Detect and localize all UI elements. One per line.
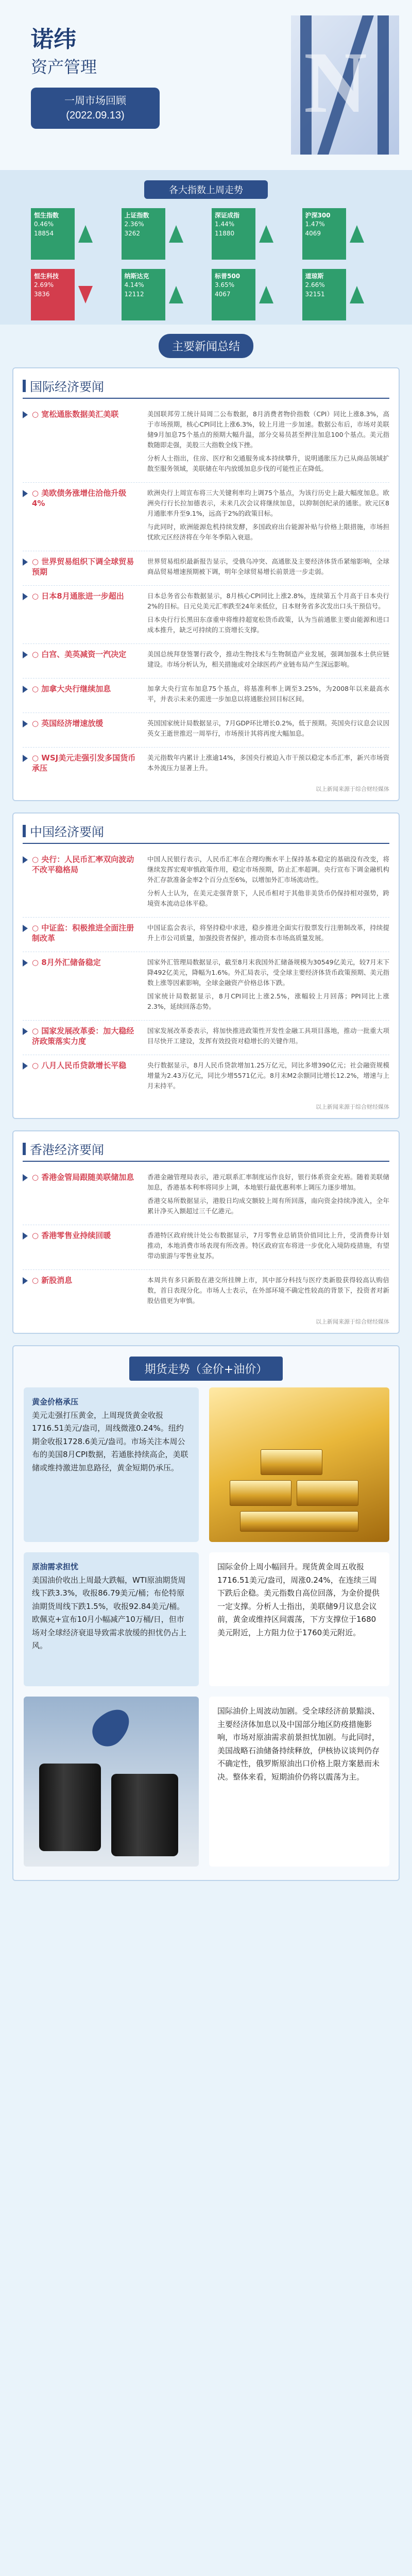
news-headline-text: ○ 白宫、美英减资一汽决定 [32, 650, 127, 659]
news-headline-text: ○ 央行：人民币汇率双向波动不改平稳格局 [32, 855, 134, 875]
index-value: 11880 [215, 229, 235, 237]
news-headline [23, 409, 136, 477]
bullet-icon [23, 755, 28, 762]
china-news-title-text: 中国经济要闻 [30, 825, 104, 839]
index-tile [31, 269, 110, 320]
news-item [23, 483, 389, 551]
index-name: 沪深300 [305, 212, 331, 219]
news-paragraph: 分析人士指出，住房、医疗和交通服务成本持续攀升，说明通胀压力已从商品领域扩散至服务领域，美联储在年内放缓加息步伐的可能性正在降低。 [147, 454, 389, 472]
news-paragraph: 欧洲央行上周宣布将三大关键利率均上调75个基点，为该行历史上最大幅度加息。欧洲央行行长拉加德表示，未来几次会议将继续加息，以抑制创纪录的通胀。欧元区8月通胀率升至9.1%，远高于2%的政策目标。 [147, 489, 389, 517]
news-item [23, 952, 389, 1021]
international-news-section [12, 367, 400, 801]
news-item [23, 1055, 389, 1099]
index-arrow [255, 269, 277, 320]
brand-monogram-graphic: N [291, 15, 399, 155]
index-change: 2.69% [34, 281, 54, 289]
index-values [212, 269, 255, 320]
news-body [147, 1230, 389, 1264]
hongkong-news-title-text: 香港经济要闻 [30, 1143, 104, 1157]
news-headline-text: ○ 国家发展改革委：加大稳经济政策落实力度 [32, 1026, 134, 1046]
index-tile [212, 208, 291, 260]
china-news-title [23, 822, 389, 844]
arrow-up-icon [169, 286, 183, 303]
hongkong-news-list [23, 1167, 389, 1314]
report-title: 一周市场回顾 [64, 95, 126, 107]
index-change: 4.14% [124, 281, 144, 289]
news-paragraph: 英国国家统计局数据显示，7月GDP环比增长0.2%，低于预期。英国央行议息会议因英女王逝世推迟一周举行，市场预计其将再度大幅加息。 [147, 719, 389, 737]
news-paragraph: 国家统计局数据显示，8月CPI同比上涨2.5%，涨幅较上月回落；PPI同比上涨2.3%，延续回落态势。 [147, 992, 389, 1010]
hongkong-news-section [12, 1130, 400, 1334]
index-change: 2.36% [124, 221, 144, 228]
news-item [23, 1021, 389, 1055]
index-name: 上证指数 [124, 212, 149, 219]
news-headline [23, 556, 136, 580]
gold-summary-card [209, 1552, 389, 1686]
arrow-down-icon [78, 286, 93, 303]
main-news-banner [0, 325, 412, 367]
china-news-list [23, 849, 389, 1099]
report-title-badge [31, 88, 160, 129]
gold-card [24, 1387, 199, 1542]
news-paragraph: 美国总统拜登签署行政令，推动生物技术与生物制造产业发展，强调加强本土供应链建设。市场分析认为，相关措施或对全球医药产业链布局产生深远影响。 [147, 650, 389, 668]
oil-barrels-image [24, 1697, 199, 1867]
international-source-note: 以上新闻来源于综合财经媒体 [316, 786, 389, 792]
index-change: 0.46% [34, 221, 54, 228]
news-paragraph: 香港交易所数据显示，港股日均成交额较上周有所回落，南向资金持续净流入，全年累计净买入额超过三千亿港元。 [147, 1197, 389, 1215]
bullet-icon [23, 856, 28, 863]
gold-card-text: 美元走强打压黄金，上周现货黄金收报1716.51美元/盎司，周线微涨0.24%。纽约期金收报1728.6美元/盎司。市场关注本周公布的美国8月CPI数据，若通胀持续高企，美联储或维持激进加息路径，黄金短期仍承压。 [32, 1410, 188, 1472]
index-tile [122, 269, 201, 320]
index-tile [212, 269, 291, 320]
news-body [147, 684, 389, 707]
international-news-title-text: 国际经济要闻 [30, 380, 104, 394]
index-grid [31, 208, 381, 320]
index-tile [302, 208, 382, 260]
index-name: 纳斯达克 [124, 273, 149, 280]
news-headline-text: ○ 世界贸易组织下调全球贸易预期 [32, 557, 134, 577]
bullet-icon [23, 490, 28, 497]
index-values [122, 269, 165, 320]
news-paragraph: 美国联邦劳工统计局周二公布数据，8月消费者物价指数（CPI）同比上涨8.3%，高于市场预期，核心CPI同比上涨6.3%，较上月进一步加速。数据公布后，市场对美联储9月加息75个基点的预期大幅升温，部分交易员甚至押注加息100个基点。美元指数随即走强，美股三大指数全线下挫。 [147, 410, 389, 449]
hongkong-source-note: 以上新闻来源于综合财经媒体 [316, 1318, 389, 1325]
bullet-icon [23, 1232, 28, 1240]
arrow-up-icon [259, 225, 273, 243]
news-headline-text: ○ 美欧债务涨增住洽他升级4% [32, 488, 127, 509]
news-headline-text: ○ 新股消息 [32, 1276, 73, 1285]
index-values [31, 208, 75, 260]
gold-card-heading: 黄金价格承压 [32, 1397, 79, 1406]
news-paragraph: 本周共有多只新股在港交所挂牌上市，其中部分科技与医疗类新股获得较高认购倍数，首日表现分化。市场人士表示，在外部环境不确定性较高的背景下，投资者对新股估值更为审慎。 [147, 1276, 389, 1304]
news-headline [23, 1230, 136, 1264]
futures-section [12, 1345, 400, 1881]
index-summary-title: 各大指数上周走势 [144, 180, 268, 199]
news-paragraph: 香港金融管理局表示，港元联系汇率制度运作良好，银行体系资金充裕。随着美联储加息，香港基本利率将同步上调，本地银行最优惠利率上调压力逐步增加。 [147, 1173, 389, 1191]
index-change: 1.47% [305, 221, 325, 228]
futures-title [24, 1357, 388, 1381]
news-body [147, 488, 389, 546]
oil-card-heading: 原油需求担忧 [32, 1562, 79, 1571]
news-paragraph: 与此同时，欧洲能源危机持续发酵，多国政府出台能源补贴与价格上限措施，市场担忧欧元区经济将在今年冬季陷入衰退。 [147, 523, 389, 541]
index-value: 4069 [305, 229, 321, 237]
index-value: 3262 [124, 229, 141, 237]
hongkong-news-title [23, 1140, 389, 1162]
news-headline [23, 923, 136, 946]
index-tile [122, 208, 201, 260]
news-item [23, 713, 389, 748]
news-paragraph: 分析人士认为，在美元走强背景下，人民币相对于其他非美货币仍保持相对强势，跨境资本流动总体平稳。 [147, 889, 389, 907]
news-headline [23, 649, 136, 673]
index-name: 恒生科技 [34, 273, 59, 280]
bullet-icon [23, 686, 28, 693]
news-item [23, 1270, 389, 1314]
news-headline [23, 957, 136, 1015]
news-headline [23, 1275, 136, 1309]
news-paragraph: 美元指数年内累计上涨逾14%，多国央行被迫入市干预以稳定本币汇率，新兴市场资本外流压力显著上升。 [147, 754, 389, 772]
bullet-icon [23, 411, 28, 418]
news-item [23, 918, 389, 952]
news-headline-text: ○ WSJ美元走强引发多国货币承压 [32, 753, 136, 773]
oil-summary-card [209, 1697, 389, 1867]
index-arrow [75, 208, 96, 260]
index-values [302, 269, 346, 320]
news-headline-text: ○ 八月人民币贷款增长平稳 [32, 1061, 127, 1070]
news-body [147, 718, 389, 742]
news-headline [23, 1026, 136, 1049]
index-arrow [255, 208, 277, 260]
arrow-up-icon [169, 225, 183, 243]
bullet-icon [23, 1174, 28, 1181]
oil-card [24, 1552, 199, 1686]
bullet-icon [23, 593, 28, 600]
index-value: 4067 [215, 290, 231, 298]
barrel-icon [111, 1774, 178, 1856]
china-news-section [12, 812, 400, 1119]
oil-summary-text: 国际油价上周波动加剧。受全球经济前景黯淡、主要经济体加息以及中国部分地区防疫措施影响，市场对原油需求前景担忧加剧。与此同时，美国战略石油储备持续释放，伊核协议谈判仍存不确定性，俄罗斯原油出口价格上限方案悬而未决。整体来看，短期油价仍将以震荡为主。 [217, 1706, 380, 1782]
news-headline [23, 684, 136, 707]
arrow-up-icon [259, 286, 273, 303]
bullet-icon [23, 558, 28, 566]
bullet-icon [23, 720, 28, 727]
index-arrow [165, 208, 187, 260]
news-body [147, 1060, 389, 1094]
news-item [23, 679, 389, 713]
news-body [147, 591, 389, 638]
section-marker [23, 825, 26, 837]
news-body [147, 1172, 389, 1219]
international-news-list [23, 404, 389, 782]
bullet-icon [23, 1062, 28, 1070]
news-item [23, 748, 389, 782]
index-values [302, 208, 346, 260]
news-paragraph: 日本总务省公布数据显示，8月核心CPI同比上涨2.8%，连续第五个月高于日本央行2%的目标。日元兑美元汇率跌至24年来低位，日本财务省多次发出口头干预信号。 [147, 592, 389, 610]
news-headline-text: ○ 加拿大央行继续加息 [32, 684, 111, 693]
index-change: 1.44% [215, 221, 235, 228]
news-item [23, 551, 389, 586]
news-body [147, 854, 389, 912]
report-header [0, 0, 412, 170]
bullet-icon [23, 1028, 28, 1035]
arrow-up-icon [78, 225, 93, 243]
index-name: 恒生指数 [34, 212, 59, 219]
index-name: 深证成指 [215, 212, 240, 219]
arrow-up-icon [350, 225, 364, 243]
company-subtitle: 资产管理 [31, 58, 97, 76]
news-body [147, 556, 389, 580]
news-paragraph: 国家发展改革委表示，将加快推进政策性开发性金融工具项目落地，推动一批重大项目尽快开工建设，发挥有效投资对稳增长的关键作用。 [147, 1027, 389, 1045]
news-body [147, 753, 389, 776]
index-name: 道琼斯 [305, 273, 324, 280]
gold-bars-image [209, 1387, 389, 1542]
news-headline-text: ○ 香港金管局跟随美联储加息 [32, 1173, 134, 1182]
news-body [147, 409, 389, 477]
index-value: 18854 [34, 229, 54, 237]
news-paragraph: 中国人民银行表示，人民币汇率在合理均衡水平上保持基本稳定的基础没有改变，将继续发挥宏观审慎政策作用，稳定市场预期，防止汇率超调。央行宣布下调金融机构外汇存款准备金率2个百分点至6%，以增加外汇市场流动性。 [147, 855, 389, 884]
index-arrow [346, 208, 368, 260]
news-body [147, 649, 389, 673]
news-headline [23, 753, 136, 776]
index-arrow [75, 269, 96, 320]
index-name: 标普500 [215, 273, 241, 280]
news-item [23, 586, 389, 644]
index-values [122, 208, 165, 260]
index-arrow [165, 269, 187, 320]
news-paragraph: 香港特区政府统计处公布数据显示，7月零售业总销货价值同比上升，受消费券计划推动，本地消费市场表现有所改善。特区政府宣布将进一步优化入境防疫措施，有望带动旅游与零售业复苏。 [147, 1231, 389, 1260]
bullet-icon [23, 651, 28, 658]
news-paragraph: 世界贸易组织最新报告显示，受俄乌冲突、高通胀及主要经济体货币紧缩影响，全球商品贸易增速预期被下调，明年全球贸易增长前景进一步走弱。 [147, 557, 389, 575]
report-date: (2022.09.13) [66, 110, 125, 121]
news-headline-text: ○ 香港零售业持续回暖 [32, 1231, 111, 1240]
news-item [23, 644, 389, 679]
bullet-icon [23, 959, 28, 967]
china-source-note: 以上新闻来源于综合财经媒体 [316, 1104, 389, 1110]
bullet-icon [23, 925, 28, 932]
news-item [23, 404, 389, 483]
news-body [147, 1275, 389, 1309]
index-values [212, 208, 255, 260]
news-headline [23, 1172, 136, 1219]
news-headline-text: ○ 日本8月通胀进一步超出 [32, 591, 124, 601]
index-value: 3836 [34, 290, 50, 298]
index-tile [302, 269, 382, 320]
gold-summary-text: 国际金价上周小幅回升。现货黄金周五收报1716.51美元/盎司，周涨0.24%，在连续三周下跌后企稳。美元指数自高位回落，为金价提供一定支撑。分析人士指出，美联储9月议息会议前，黄金或维持区间震荡，下方支撑位于1680美元附近，上方阻力位于1760美元附近。 [217, 1562, 380, 1637]
bullet-icon [23, 1277, 28, 1284]
index-change: 2.66% [305, 281, 325, 289]
index-summary [0, 170, 412, 325]
index-values [31, 269, 75, 320]
news-headline [23, 718, 136, 742]
news-headline [23, 854, 136, 912]
news-item [23, 1225, 389, 1270]
news-headline-text: ○ 宽松通胀数据美汇美联 [32, 410, 119, 419]
news-headline-text: ○ 8月外汇储备稳定 [32, 958, 101, 967]
news-paragraph: 国家外汇管理局数据显示，截至8月末我国外汇储备规模为30549亿美元，较7月末下降492亿美元，降幅为1.6%。外汇局表示，受全球主要经济体货币政策预期、美元指数上涨等因素影响，全球金融资产价格总体下跌。 [147, 958, 389, 987]
oil-card-text: 美国油价收出上周最大跌幅，WTI原油期货周线下跌3.3%，收报86.79美元/桶；布伦特原油期货周线下跌1.5%，收报92.84美元/桶。欧佩克+宣布10月小幅减产10万桶/日，但市场对全球经济衰退导致需求放缓的担忧仍占上风。 [32, 1575, 187, 1650]
oil-drop-icon [86, 1702, 137, 1753]
index-change: 3.65% [215, 281, 235, 289]
index-tile [31, 208, 110, 260]
news-item [23, 1167, 389, 1225]
barrel-icon [39, 1764, 101, 1851]
futures-title-label: 期货走势（金价+油价） [129, 1357, 283, 1381]
international-news-title [23, 377, 389, 399]
news-paragraph: 日本央行行长黑田东彦重申将维持超宽松货币政策，认为当前通胀主要由能源和进口成本推升，缺乏可持续的工资增长支撑。 [147, 616, 389, 634]
arrow-up-icon [350, 286, 364, 303]
news-headline [23, 488, 136, 546]
news-headline [23, 591, 136, 638]
index-arrow [346, 269, 368, 320]
index-value: 12112 [124, 290, 144, 298]
section-marker [23, 1143, 26, 1155]
news-paragraph: 中国证监会表示，将坚持稳中求进，稳步推进全面实行股票发行注册制改革，持续提升上市公司质量，加强投资者保护，推动资本市场高质量发展。 [147, 924, 389, 942]
news-body [147, 957, 389, 1015]
news-paragraph: 加拿大央行宣布加息75个基点，将基准利率上调至3.25%，为2008年以来最高水平，并表示未来仍需进一步加息以将通胀拉回目标区间。 [147, 685, 389, 703]
company-logo: 诺纬 [31, 27, 76, 52]
news-item [23, 849, 389, 918]
main-news-banner-label: 主要新闻总结 [159, 334, 253, 358]
news-body [147, 1026, 389, 1049]
news-paragraph: 央行数据显示，8月人民币贷款增加1.25万亿元，同比多增390亿元；社会融资规模增量为2.43万亿元，同比少增5571亿元。8月末M2余额同比增长12.2%，增速与上月末持平。 [147, 1061, 389, 1090]
section-marker [23, 380, 26, 392]
news-body [147, 923, 389, 946]
news-headline-text: ○ 英国经济增速放缓 [32, 719, 104, 728]
index-value: 32151 [305, 290, 325, 298]
news-headline-text: ○ 中证监：积极推进全面注册制改革 [32, 923, 134, 943]
news-headline [23, 1060, 136, 1094]
